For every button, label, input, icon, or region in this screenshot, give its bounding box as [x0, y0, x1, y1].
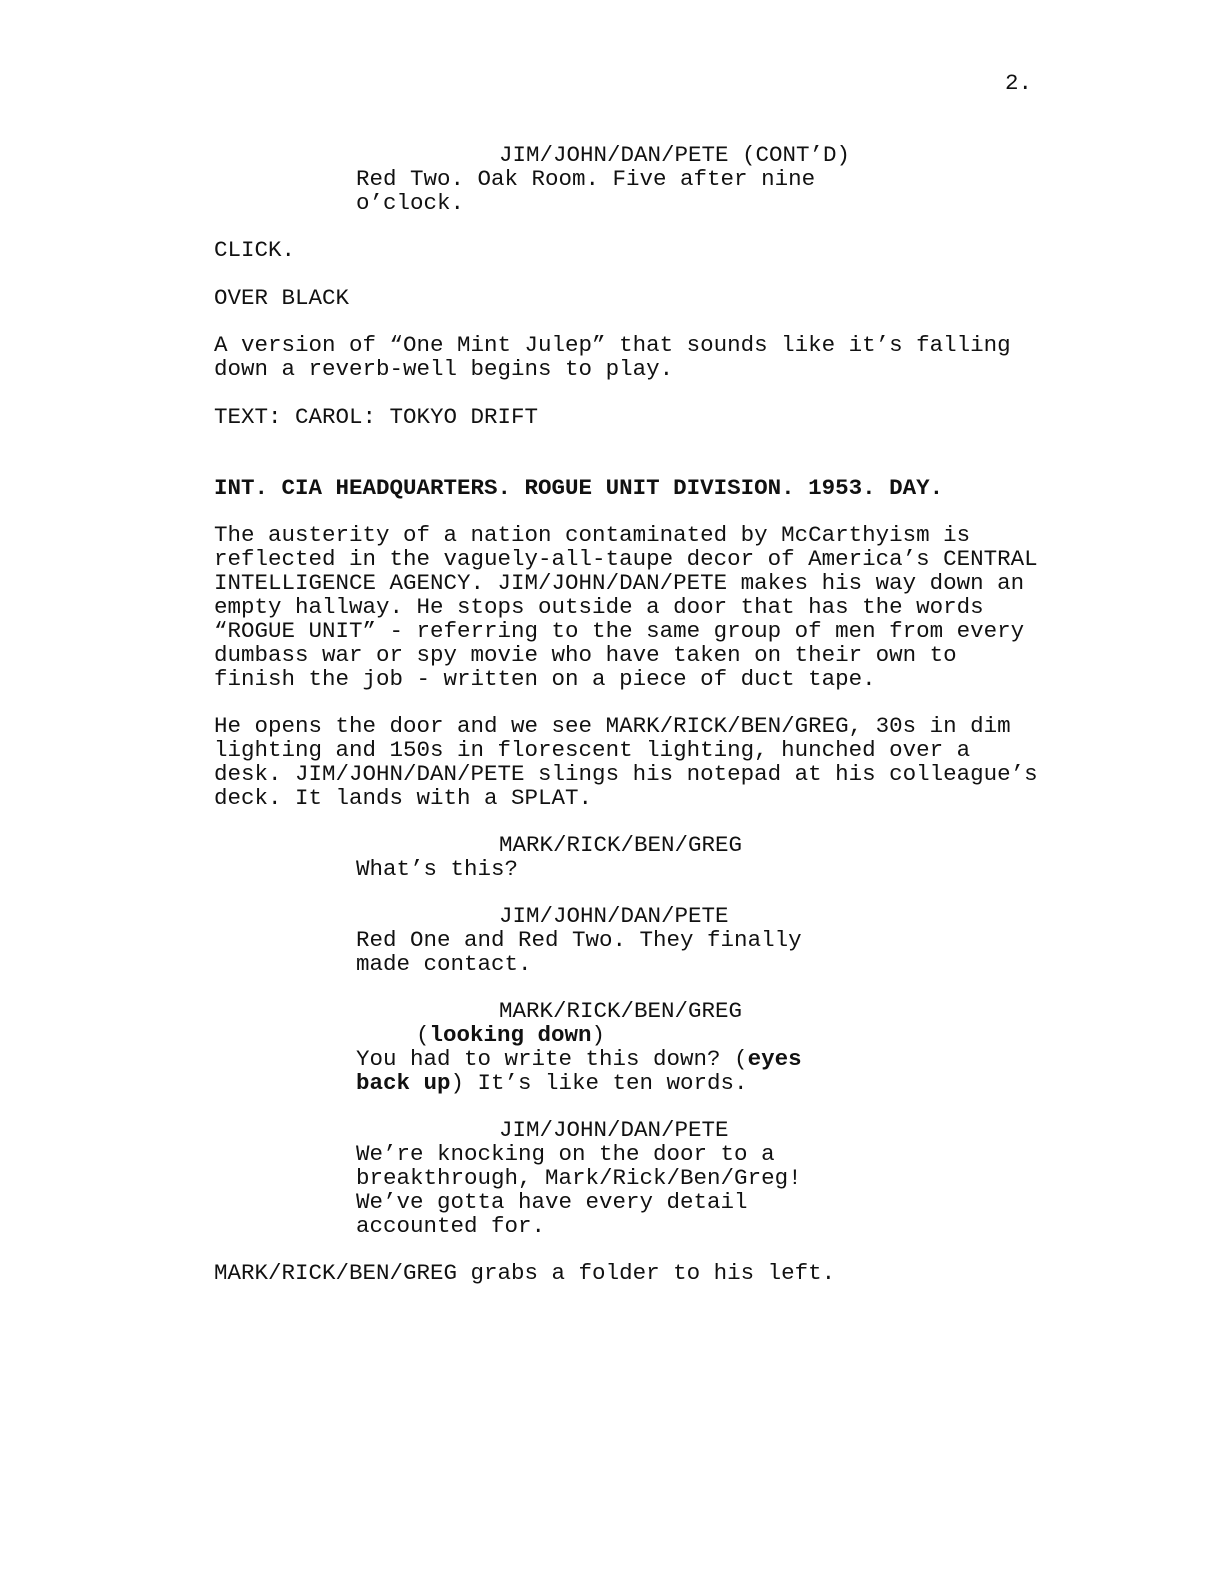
dialogue-line: Red One and Red Two. They finally — [356, 927, 802, 953]
dialogue-line: made contact. — [356, 951, 532, 977]
character-cue: JIM/JOHN/DAN/PETE — [499, 1117, 729, 1143]
action-line: OVER BLACK — [214, 285, 350, 311]
action-line: CLICK. — [214, 237, 296, 263]
action-line: MARK/RICK/BEN/GREG grabs a folder to his left. — [214, 1260, 836, 1286]
dialogue-line — [356, 1071, 748, 1095]
action-line: reflected in the vaguely-all-taupe decor of America’s CENTRAL — [214, 546, 1038, 572]
paren-open: ( — [416, 1022, 430, 1048]
action-line: empty hallway. He stops outside a door that has the words — [214, 594, 984, 620]
action-line: The austerity of a nation contaminated by McCarthyism is — [214, 522, 971, 548]
parenthetical-text: looking down — [429, 1022, 592, 1048]
paren-close: ) — [591, 1022, 606, 1048]
action-line: lighting and 150s in florescent lighting, hunched over a — [214, 737, 971, 763]
dialogue-line: breakthrough, Mark/Rick/Ben/Greg! — [356, 1165, 802, 1191]
action-line: dumbass war or spy movie who have taken on their own to — [214, 642, 957, 668]
dialogue-bold-text: back up — [356, 1070, 451, 1096]
dialogue-line: o’clock. — [356, 190, 465, 216]
parenthetical — [416, 1023, 605, 1047]
dialogue-line: Red Two. Oak Room. Five after nine — [356, 166, 816, 192]
dialogue-bold-text: eyes — [747, 1046, 802, 1072]
action-line: “ROGUE UNIT” - referring to the same group of men from every — [214, 618, 1025, 644]
action-line: finish the job - written on a piece of duct tape. — [214, 666, 876, 692]
character-cue: JIM/JOHN/DAN/PETE — [499, 903, 729, 929]
dialogue-line: We’ve gotta have every detail — [356, 1189, 748, 1215]
action-line: desk. JIM/JOHN/DAN/PETE slings his notepad at his colleague’s — [214, 761, 1038, 787]
dialogue-text: ) It’s like ten words. — [450, 1070, 748, 1096]
page-number: 2. — [1005, 70, 1033, 96]
action-line: TEXT: CAROL: TOKYO DRIFT — [214, 404, 539, 430]
character-cue: MARK/RICK/BEN/GREG — [499, 832, 743, 858]
scene-heading: INT. CIA HEADQUARTERS. ROGUE UNIT DIVISION. 1953. DAY. — [214, 475, 944, 501]
character-cue: JIM/JOHN/DAN/PETE (CONT’D) — [499, 142, 851, 168]
action-line: A version of “One Mint Julep” that sounds like it’s falling — [214, 332, 1011, 358]
dialogue-text: You had to write this down? ( — [356, 1046, 748, 1072]
action-line: INTELLIGENCE AGENCY. JIM/JOHN/DAN/PETE makes his way down an — [214, 570, 1025, 596]
action-line: down a reverb-well begins to play. — [214, 356, 674, 382]
dialogue-line — [356, 1047, 802, 1071]
dialogue-line: What’s this? — [356, 856, 519, 882]
character-cue: MARK/RICK/BEN/GREG — [499, 998, 743, 1024]
dialogue-line: accounted for. — [356, 1213, 546, 1239]
action-line: He opens the door and we see MARK/RICK/BEN/GREG, 30s in dim — [214, 713, 1011, 739]
action-line: deck. It lands with a SPLAT. — [214, 785, 593, 811]
dialogue-line: We’re knocking on the door to a — [356, 1141, 775, 1167]
